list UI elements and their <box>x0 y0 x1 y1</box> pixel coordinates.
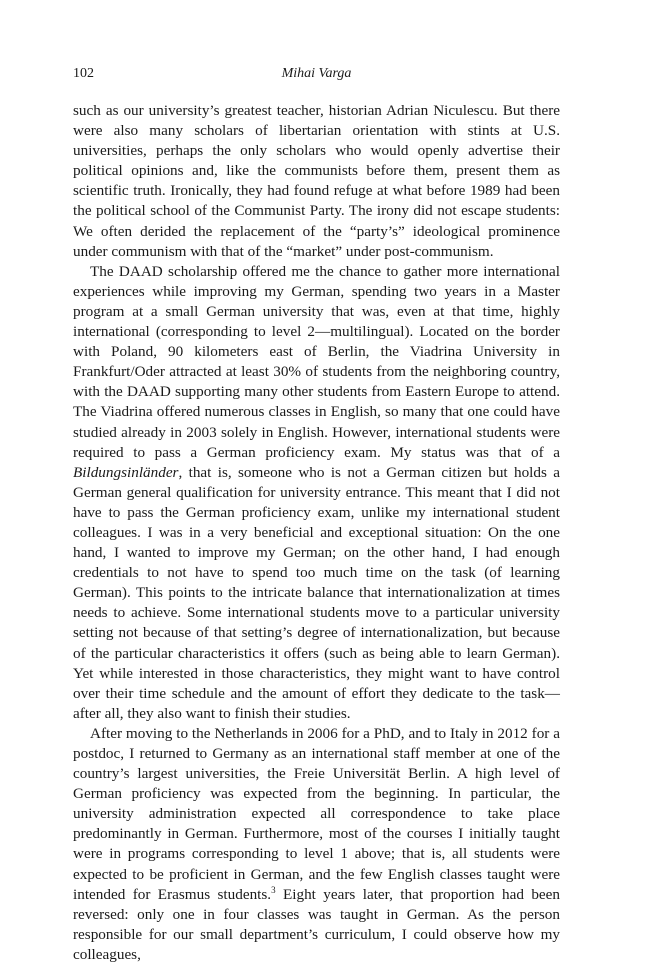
running-title: Mihai Varga <box>281 66 352 81</box>
footnote-marker[interactable]: 3 <box>271 884 276 895</box>
paragraph-2-part-1: The DAAD scholarship offered me the chance to gather more international experiences while improving my German, spending two years in a Master program at a small German university that was, even at that time, highly international (corresponding to level 2—multilingual). Located on the border with Poland, 90 kilometers east of Berlin, the Viadrina University in Frankfurt/Oder attracted at least 30% of students from the neighboring country, with the DAAD supporting many other students from Eastern Europe to attend. The Viadrina offered numerous classes in English, so many that one could have studied already in 2003 solely in English. However, international students were required to pass a German proficiency exam. My status was that of a <box>73 262 560 461</box>
page-number: 102 <box>73 66 94 81</box>
paragraph-3 <box>73 724 560 965</box>
paragraph-3-part-2: Eight years later, that proportion had been reversed: only one in four classes was taught in German. As the person responsible for our small department’s curriculum, I could observe how my colleagues, <box>73 885 560 963</box>
italic-term: Bildungsinländer <box>73 463 179 481</box>
paragraph-3-part-1: After moving to the Netherlands in 2006 for a PhD, and to Italy in 2012 for a postdoc, I returned to Germany as an international staff member at one of the country’s largest universities, the Freie Universität Berlin. A high level of German proficiency was expected from the beginning. In particular, the university administration expected all correspondence to take place predominantly in German. Furthermore, most of the courses I initially taught were in programs corresponding to level 1 above; that is, all students were expected to be proficient in German, and the few English classes taught were intended for Erasmus students. <box>73 724 560 903</box>
paragraph-1 <box>73 101 560 262</box>
paragraph-1-text: such as our university’s greatest teacher, historian Adrian Niculescu. But there were also many scholars of libertarian orientation with stints at U.S. universities, perhaps the only scholars who would openly advertise their political opinions and, like the communists before them, present them as scientific truth. Ironically, they had found refuge at what before 1989 had been the political school of the Communist Party. The irony did not escape students: We often derided the replacement of the “party’s” ideological prominence under communism with that of the “market” under post-communism. <box>73 102 560 260</box>
paragraph-2-part-2: , that is, someone who is not a German citizen but holds a German general qualification for university entrance. This meant that I did not have to pass the German proficiency exam, unlike my international student colleagues. I was in a very beneficial and exceptional situation: On the one hand, I wanted to improve my German; on the other hand, I had enough credentials to not have to spend too much time on the task (of learning German). This points to the intricate balance that internationalization at times needs to achieve. Some international students move to a particular university setting not because of that setting’s degree of internationalization, but because of the particular characteristics it offers (such as being able to learn German). Yet while interested in those characteristics, they might want to have control over their time schedule and the amount of effort they dedicate to the task—after all, they also want to finish their studies. <box>73 463 560 722</box>
paragraph-2 <box>73 262 560 724</box>
body-text <box>73 101 560 965</box>
running-head <box>73 66 560 86</box>
